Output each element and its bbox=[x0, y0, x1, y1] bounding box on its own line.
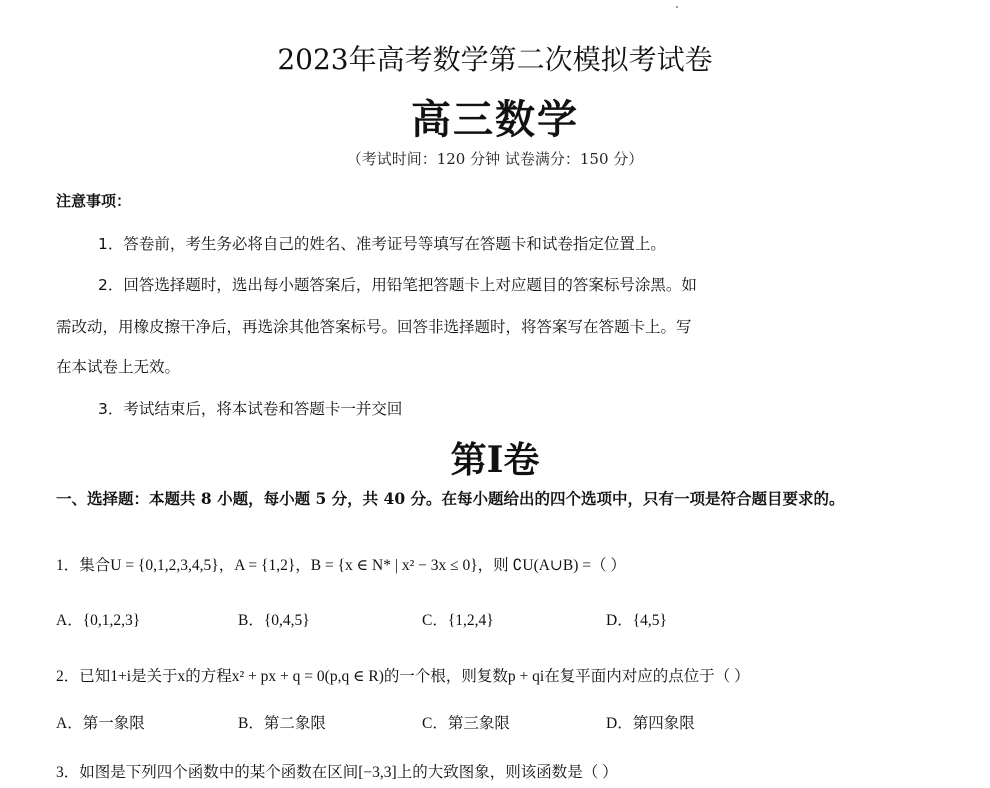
question-1-option-b: B．{0,4,5} bbox=[238, 612, 310, 629]
notice-item-2-line-2: 需改动，用橡皮擦干净后，再选涂其他答案标号。回答非选择题时，将答案写在答题卡上。写 bbox=[56, 318, 692, 336]
question-2-option-b: B．第二象限 bbox=[238, 715, 326, 732]
subject-title: 高三数学 bbox=[411, 97, 579, 143]
question-1-option-d: D．{4,5} bbox=[606, 612, 667, 629]
volume-title: 第I卷 bbox=[450, 439, 540, 481]
notice-heading: 注意事项： bbox=[56, 192, 132, 210]
question-1-option-c: C．{1,2,4} bbox=[422, 612, 494, 629]
notice-item-2-line-1: 2．回答选择题时，选出每小题答案后，用铅笔把答题卡上对应题目的答案标号涂黑。如 bbox=[98, 276, 697, 294]
exam-meta: （考试时间：120 分钟 试卷满分：150 分） bbox=[346, 150, 644, 168]
scan-speck bbox=[676, 6, 678, 8]
question-2-option-d: D．第四象限 bbox=[606, 715, 695, 732]
exam-title: 2023年高考数学第二次模拟考试卷 bbox=[277, 43, 713, 76]
notice-item-1: 1．答卷前，考生务必将自己的姓名、准考证号等填写在答题卡和试卷指定位置上。 bbox=[98, 235, 666, 253]
question-1-stem: 1．集合U = {0,1,2,3,4,5}，A = {1,2}，B = {x ∈ N* | x² − 3x ≤ 0}，则 ∁U(A∪B) =（ ） bbox=[56, 557, 626, 574]
section-heading: 一、选择题：本题共 8 小题，每小题 5 分，共 40 分。在每小题给出的四个选项中，只有一项是符合题目要求的。 bbox=[56, 489, 845, 508]
notice-item-3: 3．考试结束后，将本试卷和答题卡一并交回 bbox=[98, 400, 403, 418]
question-3-stem: 3．如图是下列四个函数中的某个函数在区间[−3,3]上的大致图象，则该函数是（ ） bbox=[56, 764, 618, 781]
question-2-stem: 2．已知1+i是关于x的方程x² + px + q = 0(p,q ∈ R)的一个根，则复数p + qi在复平面内对应的点位于（ ） bbox=[56, 668, 750, 685]
question-2-option-c: C．第三象限 bbox=[422, 715, 510, 732]
question-2-option-a: A．第一象限 bbox=[56, 715, 145, 732]
question-1-option-a: A．{0,1,2,3} bbox=[56, 612, 141, 629]
notice-item-2-line-3: 在本试卷上无效。 bbox=[56, 358, 181, 376]
